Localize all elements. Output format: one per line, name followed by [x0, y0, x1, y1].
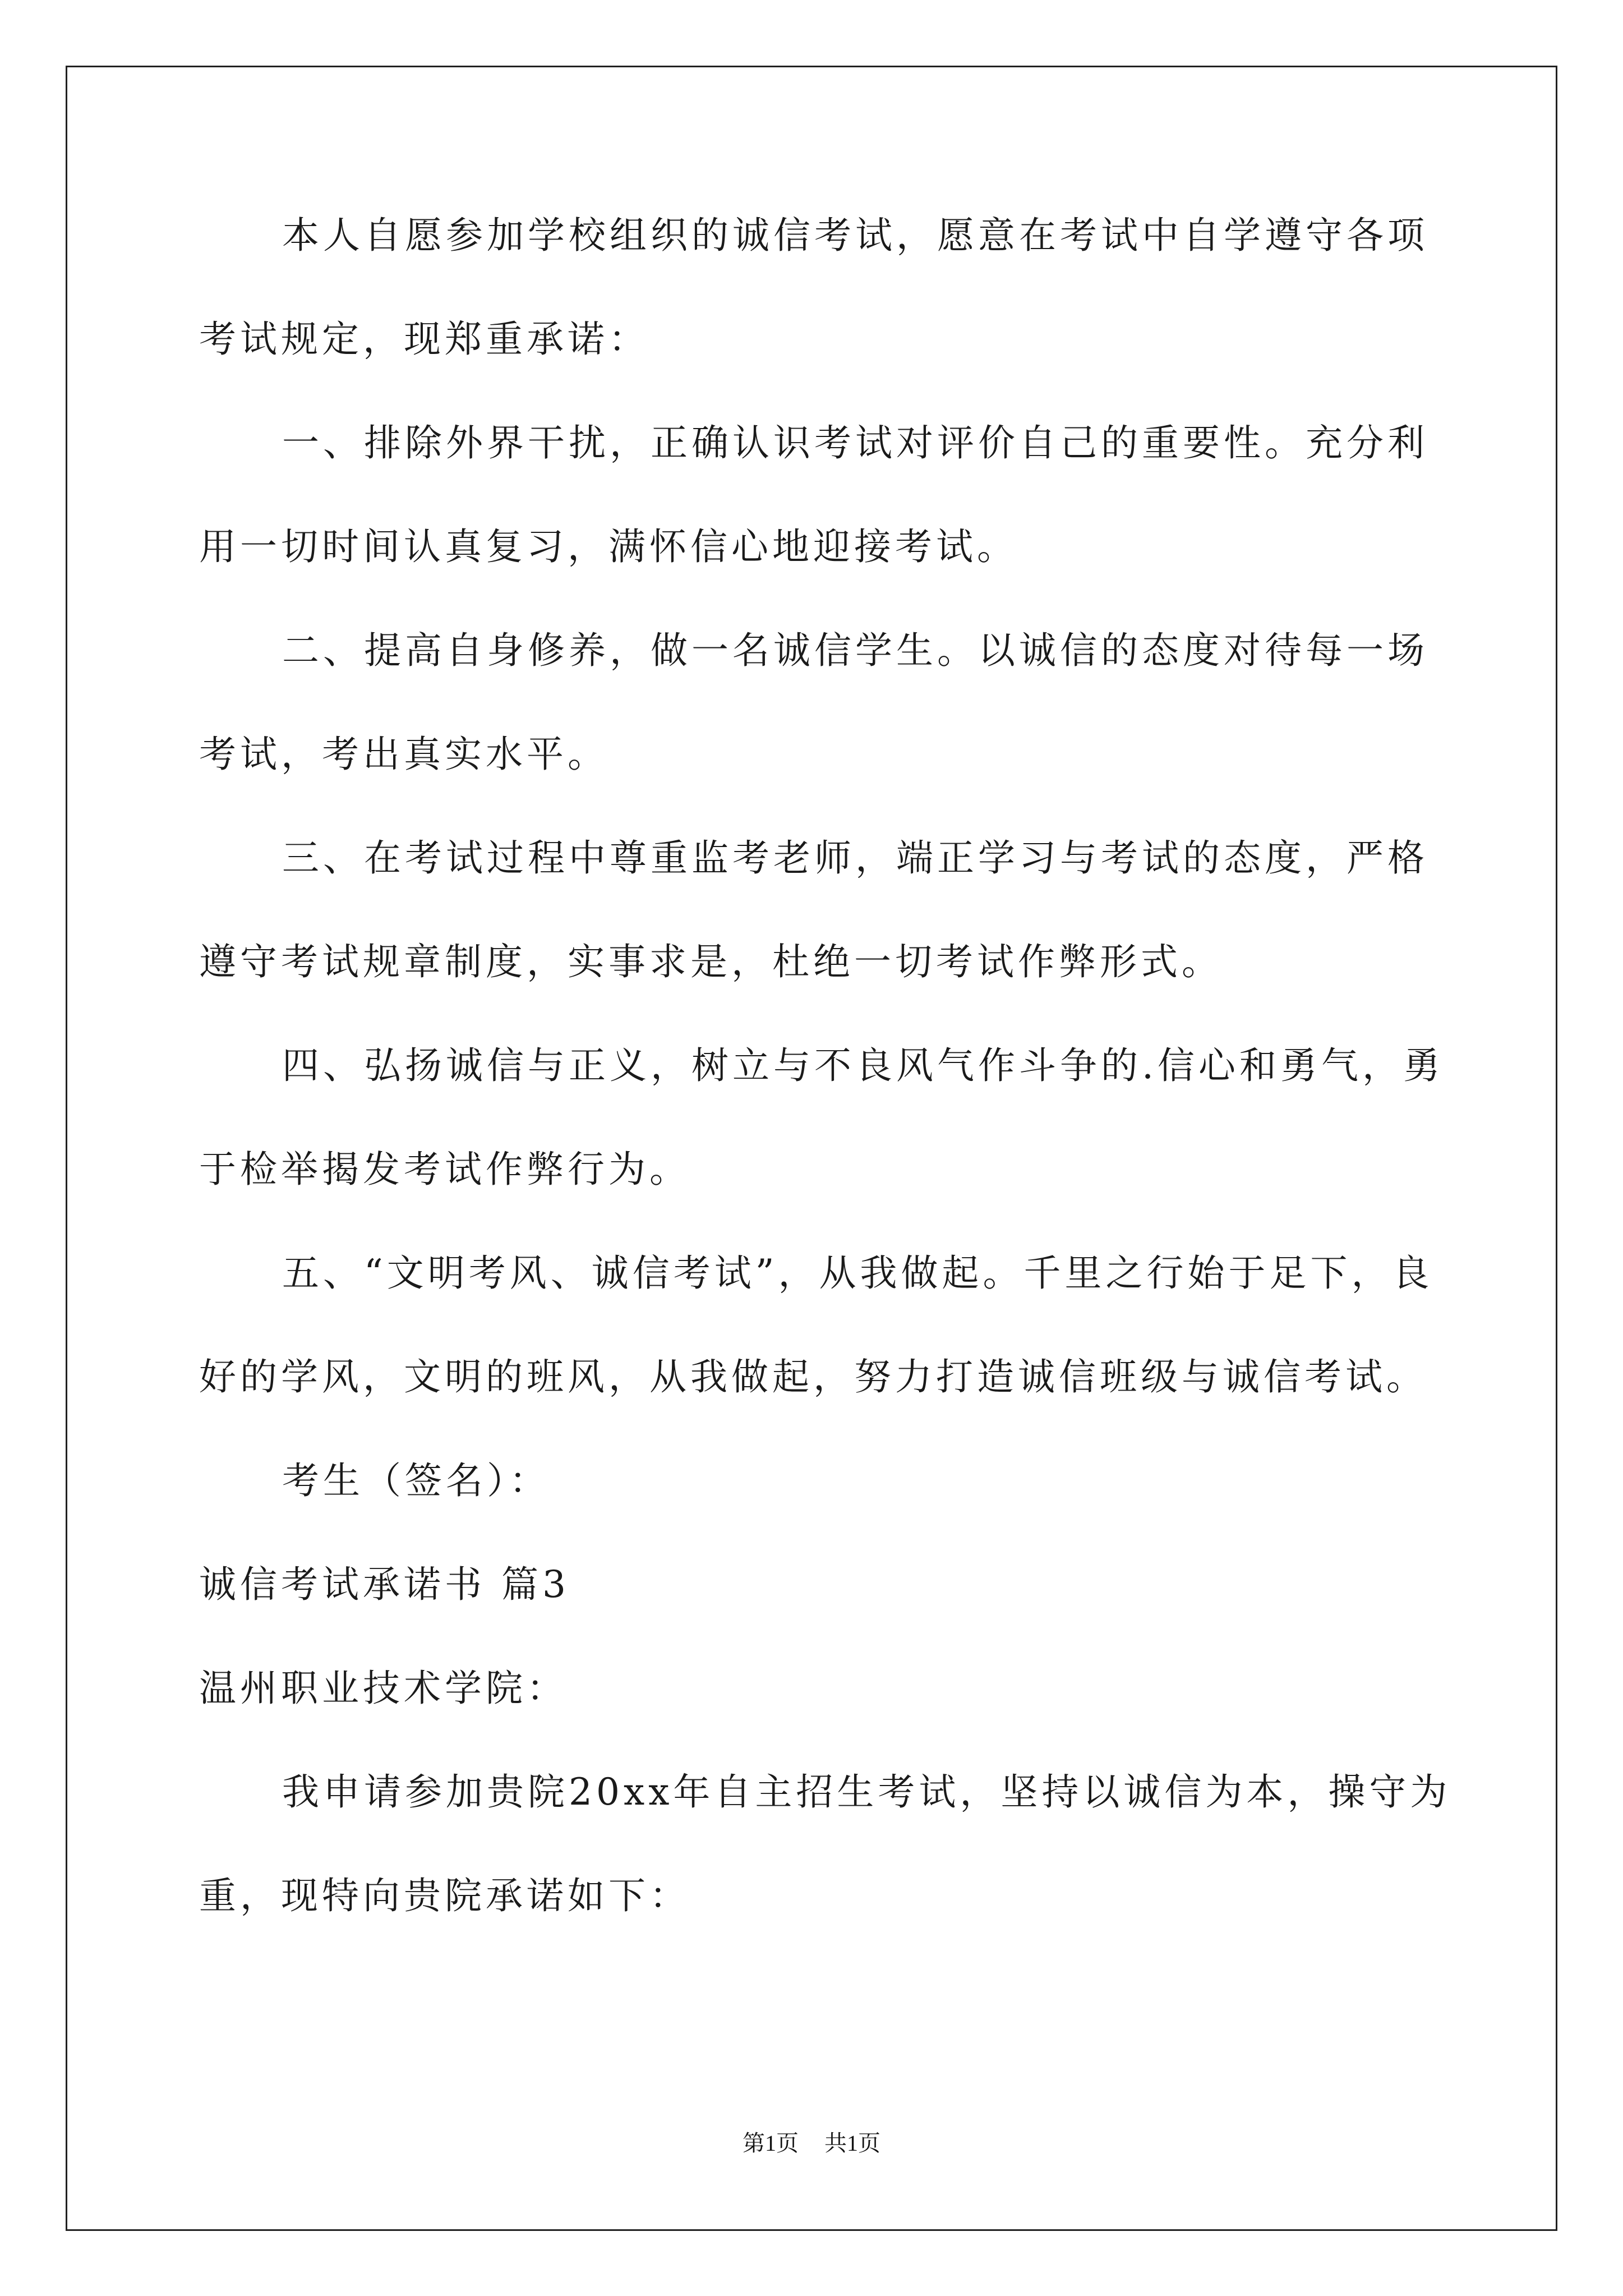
paragraph-line: 三、在考试过程中尊重监考老师，端正学习与考试的态度，严格	[282, 836, 1428, 880]
paragraph-line: 五、“文明考风、诚信考试”，从我做起。千里之行始于足下，良	[282, 1251, 1433, 1295]
paragraph-line: 考试规定，现郑重承诺：	[199, 318, 649, 361]
paragraph-line: 考试，考出真实水平。	[199, 733, 608, 776]
paragraph-line: 好的学风，文明的班风，从我做起，努力打造诚信班级与诚信考试。	[199, 1355, 1427, 1398]
page-count: 共1页	[824, 2131, 880, 2156]
page-number: 第1页	[743, 2131, 799, 2156]
section-heading: 诚信考试承诺书 篇3	[199, 1563, 570, 1606]
paragraph-line: 用一切时间认真复习，满怀信心地迎接考试。	[199, 525, 1018, 568]
paragraph-line: 本人自愿参加学校组织的诚信考试，愿意在考试中自学遵守各项	[282, 214, 1428, 257]
paragraph-line: 一、排除外界干扰，正确认识考试对评价自己的重要性。充分利	[282, 421, 1428, 464]
paragraph-line: 重，现特向贵院承诺如下：	[199, 1874, 690, 1917]
paragraph-line: 二、提高自身修养，做一名诚信学生。以诚信的态度对待每一场	[282, 629, 1428, 672]
paragraph-line: 遵守考试规章制度，实事求是，杜绝一切考试作弊形式。	[199, 940, 1223, 983]
recipient-line: 温州职业技术学院：	[199, 1667, 568, 1710]
paragraph-line: 四、弘扬诚信与正义，树立与不良风气作斗争的.信心和勇气，勇	[282, 1044, 1444, 1087]
paragraph-line: 于检举揭发考试作弊行为。	[199, 1148, 690, 1191]
page-footer	[0, 2129, 1623, 2157]
paragraph-line: 我申请参加贵院20xx年自主招生考试，坚持以诚信为本，操守为	[282, 1770, 1451, 1814]
signature-label: 考生（签名）：	[282, 1459, 550, 1502]
